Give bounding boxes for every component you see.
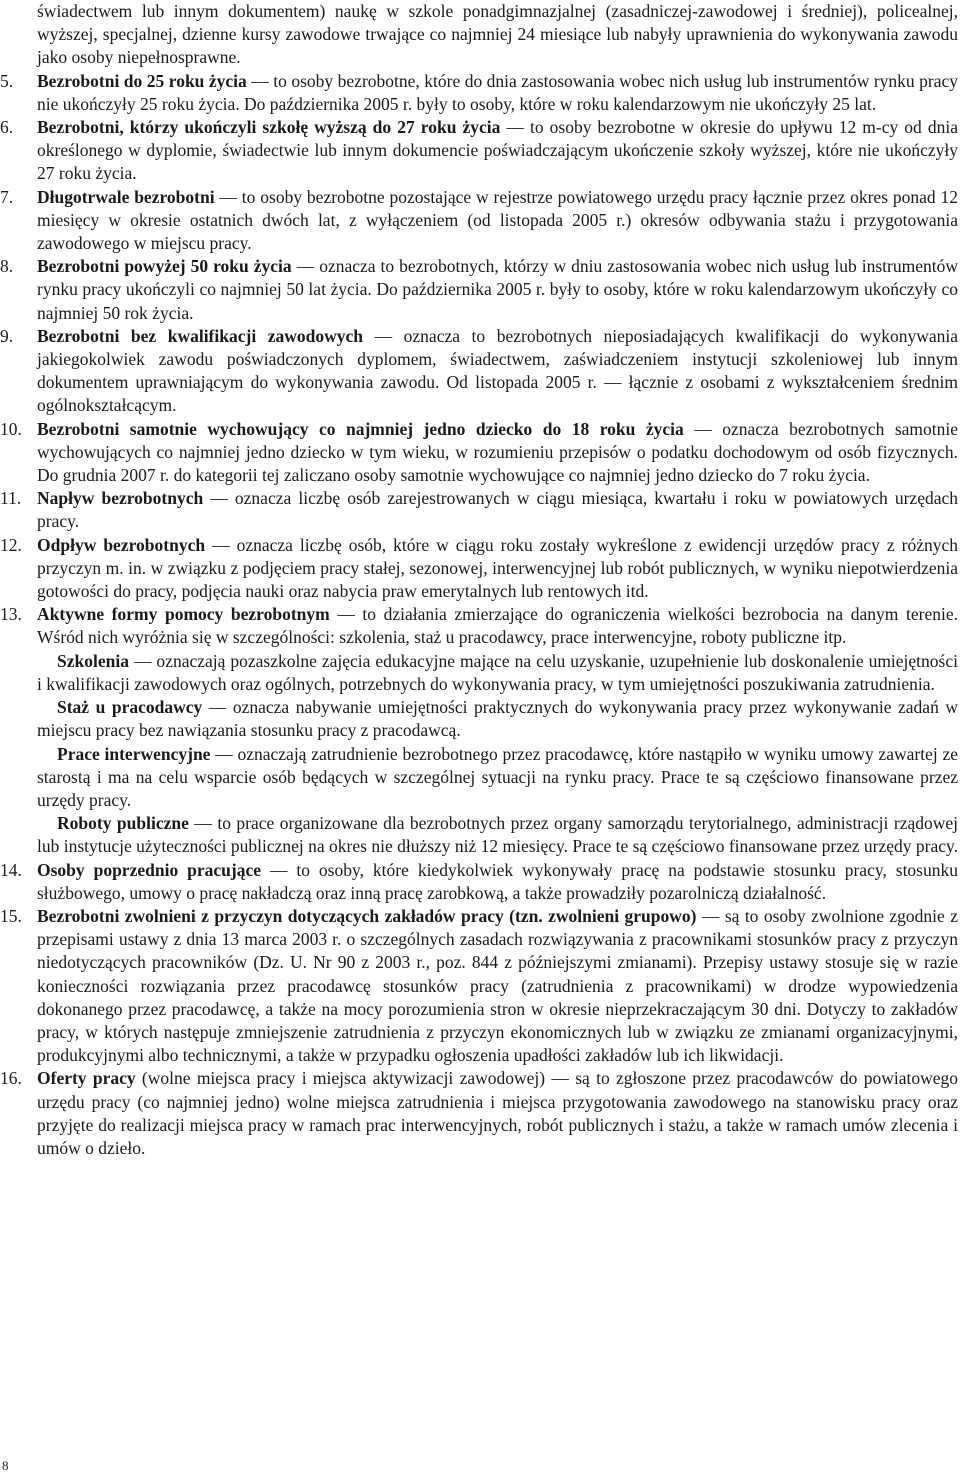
definition-number: 10.	[0, 418, 22, 439]
definition-term: Odpływ bezrobotnych	[37, 534, 206, 555]
definition-number: 7.	[0, 186, 14, 207]
definition-15	[0, 905, 960, 1067]
definition-term: Prace interwencyjne	[57, 743, 211, 764]
definition-8	[0, 255, 960, 325]
definition-term: Bezrobotni bez kwalifikacji zawodowych	[37, 325, 364, 346]
definition-term: Aktywne formy pomocy bezrobotnym	[37, 604, 330, 625]
definition-9	[0, 325, 960, 418]
definition-text: — oznaczają zatrudnienie bezrobotnego przez pracodawcę, które nastąpiło w wyniku umowy zawartej ze starostą i ma na celu wsparcie osób będących w szczególnej sytuacji na rynku pracy. Prace te są częściowo finansowane przez urzędy pracy.	[37, 743, 958, 810]
subdefinition-roboty-publiczne	[0, 812, 960, 858]
definition-text: — to osoby bezrobotne w okresie do upływu 12 m-cy od dnia określonego w dyplomie, świadectwie lub innym dokumencie poświadczającym ukończenie szkoły wyższej, które nie ukończyły 27 roku życia.	[37, 117, 958, 184]
definition-13	[0, 603, 960, 649]
definition-term: Osoby poprzednio pracujące	[37, 859, 261, 880]
definition-text: — są to osoby zwolnione zgodnie z przepisami ustawy z dnia 13 marca 2003 r. o szczególnych zasadach rozwiązywania z pracownikami stosunków pracy z przyczyn niedotyczących pracowników (Dz. U. Nr 90 z 2003 r., poz. 844 z późniejszymi zmianami). Przepisy ustawy stosuje się w razie konieczności rozwiązania przez pracodawcę stosunków pracy (zatrudnienia z pracownikami) w drodze wypowiedzenia dokonanego przez pracodawcę, a także na mocy porozumienia stron w okresie nieprzekraczającym 30 dni. Dotyczy to zakładów pracy, w których następuje zmniejszenie zatrudnienia z przyczyn ekonomicznych lub w związku ze zmianami organizacyjnymi, produkcyjnymi albo technicznymi, a także w przypadku ogłoszenia upadłości zakładów lub ich likwidacji.	[37, 905, 958, 1066]
definition-14	[0, 859, 960, 905]
subdefinition-szkolenia	[0, 650, 960, 696]
definition-12	[0, 534, 960, 604]
definition-number: 9.	[0, 325, 14, 346]
definition-text: — oznacza liczbę osób, które w ciągu roku zostały wykreślone z ewidencji urzędów pracy z różnych przyczyn m. in. w związku z podjęciem pracy stałej, sezonowej, interwencyjnej lub robót publicznych, w wyniku niepotwierdzenia gotowości do pracy, podjęcia nauki oraz nabycia praw emerytalnych lub rentowych itd.	[37, 534, 958, 602]
continuation-paragraph: świadectwem lub innym dokumentem) naukę w szkole ponadgimnazjalnej (zasadniczej-zawodowej i średniej), policealnej, wyższej, specjalnej, dzienne kursy zawodowe trwające co najmniej 24 miesiące lub nabyły uprawnienia do wykonywania zawodu jako osoby niepełnosprawne.	[37, 1, 958, 68]
definition-number: 12.	[0, 534, 22, 555]
definition-text: — oznacza nabywanie umiejętności praktycznych do wykonywania pracy przez wykonywanie zadań w miejscu pracy bez nawiązania stosunku pracy z pracodawcą.	[37, 697, 958, 741]
subdefinition-staz	[0, 696, 960, 742]
definition-term: Bezrobotni zwolnieni z przyczyn dotyczących zakładów pracy (tzn. zwolnieni grupowo)	[37, 905, 697, 926]
definition-11	[0, 487, 960, 533]
definition-number: 11.	[0, 488, 22, 509]
page-number: 8	[2, 1458, 9, 1473]
definition-number: 8.	[0, 256, 14, 277]
definition-term: Staż u pracodawcy	[57, 697, 203, 718]
definition-number: 16.	[0, 1068, 22, 1089]
definition-text: — to działania zmierzające do ograniczenia wielkości bezrobocia na danym terenie. Wśród nich wyróżnia się w szczególności: szkolenia, staż u pracodawcy, prace interwencyjne, roboty publiczne itp.	[37, 604, 958, 648]
definition-text: — oznacza to bezrobotnych, którzy w dniu zastosowania wobec nich usług lub instrumentów rynku pracy ukończyli co najmniej 50 lat życia. Do października 2005 r. były to osoby, które w roku kalendarzowym ukończyły co najmniej 50 rok życia.	[37, 256, 959, 323]
subdefinition-prace-interwencyjne	[0, 743, 960, 813]
definition-text: — to osoby, które kiedykolwiek wykonywały pracę na podstawie stosunku pracy, stosunku służbowego, umowy o pracę nakładczą oraz inną pracę zarobkową, a także prowadziły pozarolniczą działalność.	[37, 859, 958, 903]
definition-text: — oznacza liczbę osób zarejestrowanych w ciągu miesiąca, kwartału i roku w powiatowych urzędach pracy.	[37, 488, 958, 532]
definition-number: 15.	[0, 905, 22, 926]
definition-text: — to osoby bezrobotne pozostające w rejestrze powiatowego urzędu pracy łącznie przez okres ponad 12 miesięcy w okresie ostatnich dwóch lat, z wyłączeniem (od listopada 2005 r.) okresów odbywania stażu i przygotowania zawodowego w miejscu pracy.	[37, 186, 958, 254]
definition-text: — to prace organizowane dla bezrobotnych przez organy samorządu terytorialnego, administracji rządowej lub instytucje użyteczności publicznej na okres nie dłuższy niż 12 miesięcy. Prace te są częściowo finansowane przez urzędy pracy.	[37, 813, 958, 857]
definition-term: Roboty publiczne	[57, 813, 189, 834]
definition-term: Bezrobotni powyżej 50 roku życia	[37, 256, 292, 277]
definition-term: Bezrobotni, którzy ukończyli szkołę wyższą do 27 roku życia	[37, 117, 501, 138]
definition-10	[0, 418, 960, 488]
definition-number: 6.	[0, 117, 14, 138]
definition-number: 14.	[0, 859, 22, 880]
definition-6	[0, 116, 960, 186]
definition-text: (wolne miejsca pracy i miejsca aktywizacji zawodowej) — są to zgłoszone przez pracodawców do powiatowego urzędu pracy (co najmniej jedno) wolne miejsca zatrudnienia i miejsca przygotowania zawodowego na stanowisku pracy oraz przyjęte do realizacji miejsca pracy w ramach prac interwencyjnych, robót publicznych i stażu, a także w ramach umów zlecenia i umów o dzieło.	[37, 1068, 958, 1158]
definition-text: — to osoby bezrobotne, które do dnia zastosowania wobec nich usług lub instrumentów rynku pracy nie ukończyły 25 roku życia. Do października 2005 r. były to osoby, które w roku kalendarzowym nie ukończyły 25 lat.	[37, 70, 958, 114]
definition-term: Napływ bezrobotnych	[37, 488, 204, 509]
definition-term: Bezrobotni samotnie wychowujący co najmniej jedno dziecko do 18 roku życia	[37, 418, 684, 439]
definition-7	[0, 186, 960, 256]
definition-text: — oznacza to bezrobotnych nieposiadających kwalifikacji do wykonywania jakiegokolwiek zawodu poświadczonych dyplomem, świadectwem, zaświadczeniem instytucji szkoleniowej lub innym dokumentem uprawniającym do wykonywania zawodu. Od listopada 2005 r. — łącznie z osobami z wykształceniem średnim ogólnokształcącym.	[37, 325, 958, 416]
definition-16	[0, 1067, 960, 1160]
definition-number: 5.	[0, 70, 14, 91]
definition-number: 13.	[0, 604, 22, 625]
definition-term: Długotrwale bezrobotni	[37, 186, 215, 207]
definition-text: — oznacza bezrobotnych samotnie wychowujących co najmniej jedno dziecko w tym wieku, w rozumieniu przepisów o podatku dochodowym od osób fizycznych. Do grudnia 2007 r. do kategorii tej zaliczano osoby samotnie wychowujące co najmniej jedno dziecko do 7 roku życia.	[37, 418, 958, 486]
definition-term: Bezrobotni do 25 roku życia	[37, 70, 247, 91]
definition-term: Oferty pracy	[37, 1068, 136, 1089]
definition-text: — oznaczają pozaszkolne zajęcia edukacyjne mające na celu uzyskanie, uzupełnienie lub doskonalenie umiejętności i kwalifikacji zawodowych oraz ogólnych, potrzebnych do wykonywania pracy, w tym umiejętności poszukiwania zatrudnienia.	[37, 650, 958, 694]
definition-term: Szkolenia	[57, 650, 129, 671]
definition-5	[0, 70, 960, 116]
